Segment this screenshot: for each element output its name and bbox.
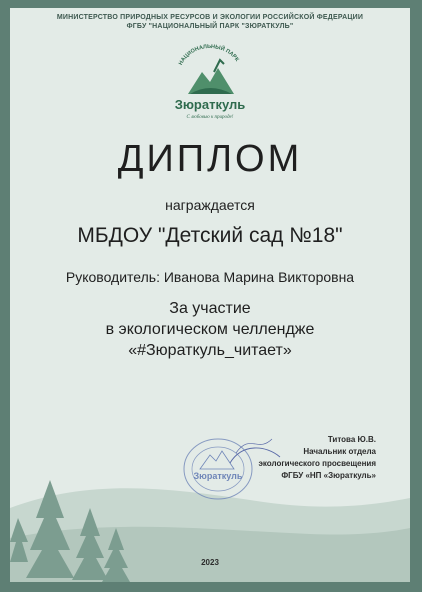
reason-line: За участие: [169, 300, 251, 317]
recipient-head: Руководитель: Иванова Марина Викторовна: [65, 269, 355, 285]
logo-slogan: С любовью к природе!: [186, 115, 234, 120]
signature-block: [258, 434, 376, 482]
logo-arc-text: НАЦИОНАЛЬНЫЙ ПАРК: [178, 43, 240, 67]
awarded-text: награждается: [165, 197, 255, 213]
diploma-sheet: [10, 8, 410, 582]
park-logo: [160, 42, 260, 122]
signer-position: Начальник отдела: [303, 447, 376, 456]
signer-name: Титова Ю.В.: [327, 435, 376, 444]
recipient-organization: МБДОУ "Детский сад №18": [77, 224, 343, 247]
stamp-name: Зюраткуль: [193, 471, 243, 481]
stamp-mountain-icon: [200, 451, 234, 469]
diploma-title: ДИПЛОМ: [117, 138, 303, 180]
organization-header: ФГБУ "НАЦИОНАЛЬНЫЙ ПАРК "ЗЮРАТКУЛЬ": [126, 23, 294, 30]
ministry-header: МИНИСТЕРСТВО ПРИРОДНЫХ РЕСУРСОВ И ЭКОЛОГИИ РОССИЙСКОЙ ФЕДЕРАЦИИ: [56, 14, 364, 21]
signer-organization: ФГБУ «НП «Зюраткуль»: [281, 471, 376, 480]
diploma-year: 2023: [201, 558, 219, 567]
logo-name: Зюраткуль: [174, 97, 246, 112]
award-reason: [10, 298, 410, 361]
reason-line: «#Зюраткуль_читает»: [128, 342, 292, 359]
reason-line: в экологическом челлендже: [105, 321, 315, 338]
signer-department: экологического просвещения: [258, 459, 376, 468]
